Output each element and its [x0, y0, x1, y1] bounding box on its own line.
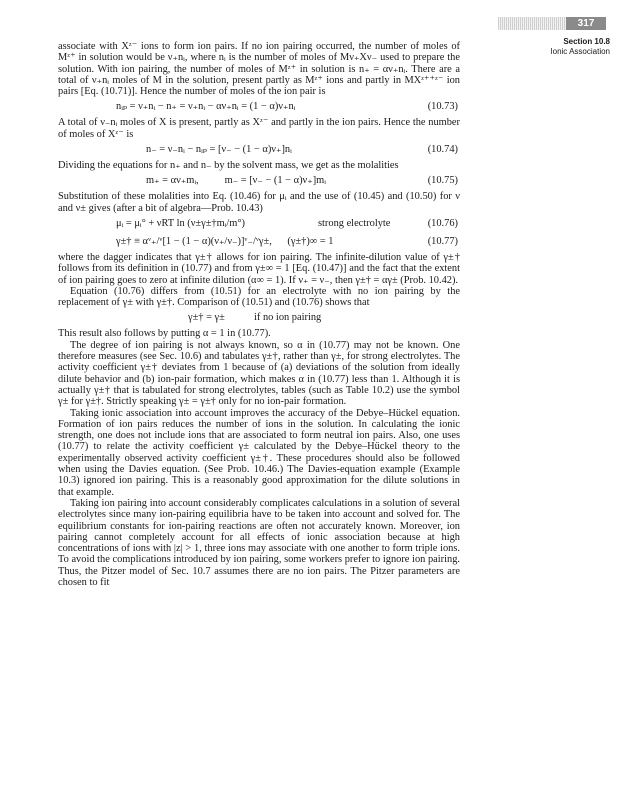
equation-number: (10.74) [427, 144, 458, 156]
equation-expr: n₋ = ν₋nᵢ − nᵢₚ = [ν₋ − (1 − α)ν₊]nᵢ [146, 144, 292, 156]
section-title: Ionic Association [550, 47, 610, 56]
equation-expr: nᵢₚ = ν₊nᵢ − n₊ = ν₊nᵢ − αν₊nᵢ = (1 − α)ν₊nᵢ [116, 101, 296, 113]
main-text [58, 41, 460, 588]
paragraph-7: This result also follows by putting α = 1 in (10.77). [58, 328, 271, 340]
paragraph-3: Dividing the equations for n₊ and n₋ by the solvent mass, we get as the molalities [58, 160, 399, 172]
equation-10-77 [58, 234, 460, 250]
equation-number: (10.75) [427, 175, 458, 187]
equation-no-ion-pairing [58, 310, 460, 326]
equation-10-74 [58, 142, 460, 158]
paragraph-6: Equation (10.76) differs from (10.51) for an electrolyte with no ion pairing by the replacement of γ± with γ±†. Comparison of (10.51) and (10.76) shows that [58, 285, 460, 309]
page-header-bar [498, 17, 606, 30]
section-label: Section 10.8 [563, 37, 610, 46]
page-number: 317 [566, 17, 606, 30]
equation-expr: γ±† = γ± [188, 312, 225, 324]
equation-10-75 [58, 173, 460, 189]
equation-number: (10.73) [427, 101, 458, 113]
paragraph-5: where the dagger indicates that γ±† allows for ion pairing. The infinite-dilution value of γ±† follows from its definition in (10.77) and from γ±∞ = 1 [Eq. (10.47)] and the fact that the extent of ion pairing goes to zero at infinite dilution (α∞ = 1). If ν₊ = ν₋, then γ±† = αγ± (Prob. 10.42). [58, 251, 460, 286]
equation-note: strong electrolyte [318, 217, 391, 229]
equation-expr: m₊ = αν₊mᵢ, m₋ = [ν₋ − (1 − α)ν₊]mᵢ [146, 175, 326, 187]
paragraph-1: associate with Xᶻ⁻ ions to form ion pairs. If no ion pairing occurred, the number of moles of Mᶻ⁺ in solution would be ν₊nᵢ, where nᵢ is the number of moles of Mν₊Xν₋ used to prepare the solution. With ion pairing, the number of moles of Mᶻ⁺ in solution is n₊ = αν₊nᵢ. There are a total of ν₊nᵢ moles of M in the solution, present partly as Mᶻ⁺ ions and partly in MXᶻ⁺⁺ᶻ⁻ ion pairs [Eq. (10.71)]. Hence the number of moles of the ion pair is [58, 41, 460, 98]
paragraph-10: Taking ion pairing into account considerably complicates calculations in a solution of several electrolytes since many ion-pairing equilibria have to be taken into account and solved for. The equilibrium constants for ion-pairing reactions are often not accurately known. Moreover, ion pairing cannot completely account for all effects of ionic association because at high concentrations of ions with |z| > 1, three ions may associate with one another to form triple ions. To avoid the complications introduced by ion pairing, some workers prefer to ignore ion pairing. Thus, the Pitzer model of Sec. 10.7 assumes there are no ion pairs. The Pitzer parameters are chosen to fit [58, 497, 460, 588]
equation-note: if no ion pairing [254, 312, 322, 324]
paragraph-8: The degree of ion pairing is not always known, so α in (10.77) may not be known. One therefore measures (see Sec. 10.6) and tabulates γ±†, rather than γ±, for strong electrolytes. The activity coefficient γ±† deviates from 1 because of (a) deviations of the solution from ideally dilute behavior and (b) ion-pair formation, which makes α in (10.77) less than 1. Although it is actually γ±† that is tabulated for strong electrolytes, tables (such as Table 10.2) use the symbol γ± for γ±†. Strictly speaking γ± = γ±† only for no ion-pair formation. [58, 339, 460, 408]
paragraph-4: Substitution of these molalities into Eq. (10.46) for μᵢ and the use of (10.45) and (10.50) for ν and ν± gives (after a bit of algebra—Prob. 10.43) [58, 191, 460, 214]
equation-number: (10.76) [427, 217, 458, 229]
paragraph-9: Taking ionic association into account improves the accuracy of the Debye–Hückel equation. Formation of ion pairs reduces the number of ions in the solution. In calculating the ionic strength, one does not include ions that are associated to form neutral ion pairs. Also, one uses (10.77) to relate the activity coefficient γ± calculated by the Debye–Hückel theory to the experimentally observed activity coefficient γ±†. These procedures should also be followed when using the Davies equation. (See Prob. 10.46.) The Davies-equation example (Example 10.3) ignored ion pairing. This is a reasonably good approximation for the dilute solutions in that example. [58, 407, 460, 498]
equation-expr: μᵢ = μᵢ° + νRT ln (ν±γ±†mᵢ/m°) [116, 217, 245, 229]
equation-number: (10.77) [427, 235, 458, 247]
equation-10-73 [58, 99, 460, 115]
paragraph-2: A total of ν₋nᵢ moles of X is present, partly as Xᶻ⁻ and partly in the ion pairs. Hence the number of moles of Xᶻ⁻ is [58, 117, 460, 140]
equation-expr: γ±† ≡ αᵛ₊/ᵛ[1 − (1 − α)(ν₊/ν₋)]ᵛ₋/ᵛγ±, (γ±†)∞ = 1 [116, 235, 334, 247]
equation-10-76 [58, 216, 460, 232]
running-head [520, 37, 610, 57]
